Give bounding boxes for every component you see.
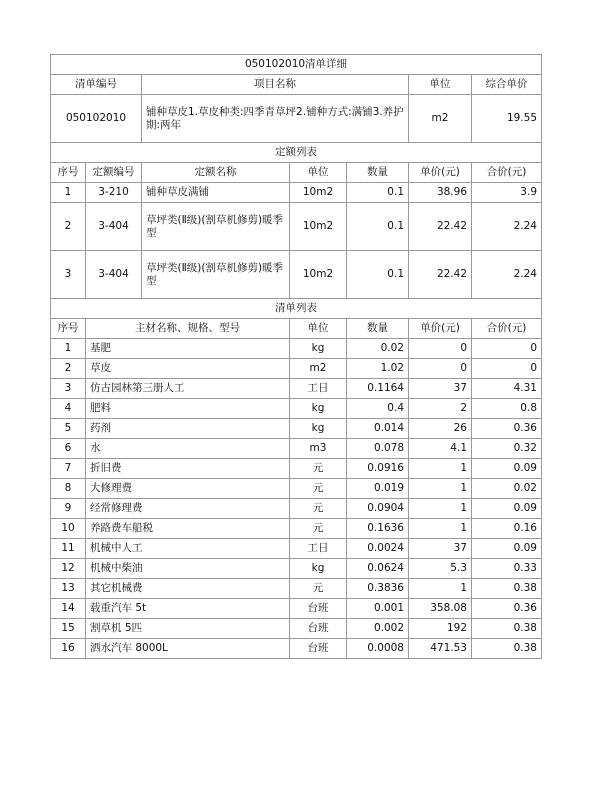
material-qty: 0.014 (347, 419, 409, 439)
bill-unit: m2 (409, 95, 472, 143)
material-name: 水 (86, 439, 290, 459)
material-seq: 10 (51, 519, 86, 539)
quota-qty: 0.1 (347, 183, 409, 203)
quota-code: 3-210 (86, 183, 142, 203)
bill-code: 050102010 (51, 95, 142, 143)
material-qty: 0.4 (347, 399, 409, 419)
material-name: 其它机械费 (86, 579, 290, 599)
material-section-title: 清单列表 (51, 299, 542, 319)
bill-detail-table (50, 54, 542, 659)
material-total: 0.02 (472, 479, 542, 499)
material-unit: 元 (290, 479, 347, 499)
material-price: 358.08 (409, 599, 472, 619)
material-seq: 4 (51, 399, 86, 419)
material-unit: 元 (290, 519, 347, 539)
material-qty: 0.0624 (347, 559, 409, 579)
quota-name-header: 定额名称 (142, 163, 290, 183)
material-seq: 7 (51, 459, 86, 479)
material-price: 1 (409, 579, 472, 599)
material-price: 1 (409, 459, 472, 479)
material-total: 0.38 (472, 639, 542, 659)
material-seq: 6 (51, 439, 86, 459)
bill-row (51, 95, 542, 143)
material-total: 0.38 (472, 579, 542, 599)
material-unit: 元 (290, 499, 347, 519)
material-qty: 1.02 (347, 359, 409, 379)
material-row (51, 379, 542, 399)
material-qty: 0.0024 (347, 539, 409, 559)
material-row (51, 439, 542, 459)
material-total: 0.8 (472, 399, 542, 419)
quota-price: 22.42 (409, 203, 472, 251)
quota-seq: 1 (51, 183, 86, 203)
quota-total: 2.24 (472, 251, 542, 299)
material-row (51, 499, 542, 519)
quota-code-header: 定额编号 (86, 163, 142, 183)
quota-row (51, 251, 542, 299)
material-unit: m3 (290, 439, 347, 459)
material-qty: 0.02 (347, 339, 409, 359)
quota-row (51, 183, 542, 203)
material-unit: 工日 (290, 539, 347, 559)
material-name: 基肥 (86, 339, 290, 359)
material-price: 1 (409, 519, 472, 539)
quota-unit: 10m2 (290, 203, 347, 251)
material-seq: 9 (51, 499, 86, 519)
material-name: 载重汽车 5t (86, 599, 290, 619)
material-total: 0 (472, 359, 542, 379)
material-unit: kg (290, 419, 347, 439)
material-name: 肥料 (86, 399, 290, 419)
material-seq: 8 (51, 479, 86, 499)
table-title: 050102010清单详细 (51, 55, 542, 75)
material-price: 0 (409, 339, 472, 359)
material-price: 2 (409, 399, 472, 419)
bill-price-header: 综合单价 (472, 75, 542, 95)
material-row (51, 519, 542, 539)
quota-unit-header: 单位 (290, 163, 347, 183)
material-section-row (51, 299, 542, 319)
material-name-header: 主材名称、规格、型号 (86, 319, 290, 339)
material-name: 割草机 5匹 (86, 619, 290, 639)
material-total: 0.38 (472, 619, 542, 639)
material-seq: 14 (51, 599, 86, 619)
material-unit: 工日 (290, 379, 347, 399)
bill-code-header: 清单编号 (51, 75, 142, 95)
bill-unit-header: 单位 (409, 75, 472, 95)
material-total: 0.36 (472, 419, 542, 439)
quota-price: 22.42 (409, 251, 472, 299)
quota-code: 3-404 (86, 251, 142, 299)
quota-section-title: 定额列表 (51, 143, 542, 163)
material-row (51, 399, 542, 419)
material-price: 5.3 (409, 559, 472, 579)
material-seq: 11 (51, 539, 86, 559)
material-seq: 5 (51, 419, 86, 439)
material-row (51, 559, 542, 579)
material-total: 0.36 (472, 599, 542, 619)
material-price-header: 单价(元) (409, 319, 472, 339)
material-qty: 0.1636 (347, 519, 409, 539)
material-qty: 0.0008 (347, 639, 409, 659)
material-name: 经常修理费 (86, 499, 290, 519)
quota-section-row (51, 143, 542, 163)
material-total: 0.09 (472, 499, 542, 519)
material-total: 0.32 (472, 439, 542, 459)
material-total: 0.33 (472, 559, 542, 579)
material-name: 机械中柴油 (86, 559, 290, 579)
material-unit: kg (290, 339, 347, 359)
material-unit: kg (290, 399, 347, 419)
material-qty: 0.3836 (347, 579, 409, 599)
material-name: 折旧费 (86, 459, 290, 479)
quota-name: 草坪类(Ⅱ级)(割草机修剪)暖季型 (142, 251, 290, 299)
material-row (51, 619, 542, 639)
material-row (51, 639, 542, 659)
quota-name: 草坪类(Ⅱ级)(割草机修剪)暖季型 (142, 203, 290, 251)
quota-header-row (51, 163, 542, 183)
material-seq: 13 (51, 579, 86, 599)
material-unit: 台班 (290, 619, 347, 639)
quota-qty-header: 数量 (347, 163, 409, 183)
material-seq: 2 (51, 359, 86, 379)
quota-total: 2.24 (472, 203, 542, 251)
quota-seq: 2 (51, 203, 86, 251)
quota-total: 3.9 (472, 183, 542, 203)
material-row (51, 579, 542, 599)
quota-row (51, 203, 542, 251)
material-row (51, 359, 542, 379)
material-row (51, 479, 542, 499)
material-total: 0.09 (472, 539, 542, 559)
material-unit: 元 (290, 459, 347, 479)
material-qty: 0.1164 (347, 379, 409, 399)
quota-price-header: 单价(元) (409, 163, 472, 183)
material-seq-header: 序号 (51, 319, 86, 339)
material-price: 37 (409, 539, 472, 559)
material-total-header: 合价(元) (472, 319, 542, 339)
quota-price: 38.96 (409, 183, 472, 203)
material-header-row (51, 319, 542, 339)
bill-price: 19.55 (472, 95, 542, 143)
material-qty: 0.002 (347, 619, 409, 639)
material-total: 0.16 (472, 519, 542, 539)
material-name: 大修理费 (86, 479, 290, 499)
material-qty-header: 数量 (347, 319, 409, 339)
material-row (51, 599, 542, 619)
quota-unit: 10m2 (290, 183, 347, 203)
material-unit: m2 (290, 359, 347, 379)
material-qty: 0.078 (347, 439, 409, 459)
material-name: 养路费车船税 (86, 519, 290, 539)
quota-name: 铺种草皮满铺 (142, 183, 290, 203)
material-unit: 台班 (290, 599, 347, 619)
quota-qty: 0.1 (347, 203, 409, 251)
material-name: 机械中人工 (86, 539, 290, 559)
material-seq: 1 (51, 339, 86, 359)
material-price: 1 (409, 499, 472, 519)
bill-name-header: 项目名称 (142, 75, 409, 95)
quota-seq-header: 序号 (51, 163, 86, 183)
material-name: 洒水汽车 8000L (86, 639, 290, 659)
quota-unit: 10m2 (290, 251, 347, 299)
quota-qty: 0.1 (347, 251, 409, 299)
quota-seq: 3 (51, 251, 86, 299)
quota-total-header: 合价(元) (472, 163, 542, 183)
material-price: 37 (409, 379, 472, 399)
material-price: 0 (409, 359, 472, 379)
title-row (51, 55, 542, 75)
material-price: 192 (409, 619, 472, 639)
material-total: 0.09 (472, 459, 542, 479)
material-row (51, 419, 542, 439)
material-seq: 15 (51, 619, 86, 639)
material-name: 药剂 (86, 419, 290, 439)
material-price: 1 (409, 479, 472, 499)
material-name: 草皮 (86, 359, 290, 379)
bill-header-row (51, 75, 542, 95)
material-seq: 16 (51, 639, 86, 659)
material-price: 26 (409, 419, 472, 439)
material-qty: 0.0904 (347, 499, 409, 519)
material-unit-header: 单位 (290, 319, 347, 339)
material-qty: 0.019 (347, 479, 409, 499)
material-row (51, 459, 542, 479)
material-row (51, 339, 542, 359)
quota-code: 3-404 (86, 203, 142, 251)
material-row (51, 539, 542, 559)
material-price: 4.1 (409, 439, 472, 459)
material-qty: 0.001 (347, 599, 409, 619)
material-seq: 12 (51, 559, 86, 579)
material-price: 471.53 (409, 639, 472, 659)
material-qty: 0.0916 (347, 459, 409, 479)
material-unit: 台班 (290, 639, 347, 659)
bill-name: 铺种草皮1.草皮种类:四季青草坪2.铺种方式:满铺3.养护期:两年 (142, 95, 409, 143)
material-seq: 3 (51, 379, 86, 399)
material-total: 4.31 (472, 379, 542, 399)
material-total: 0 (472, 339, 542, 359)
material-name: 仿古园林第三册人工 (86, 379, 290, 399)
material-unit: 元 (290, 579, 347, 599)
material-unit: kg (290, 559, 347, 579)
